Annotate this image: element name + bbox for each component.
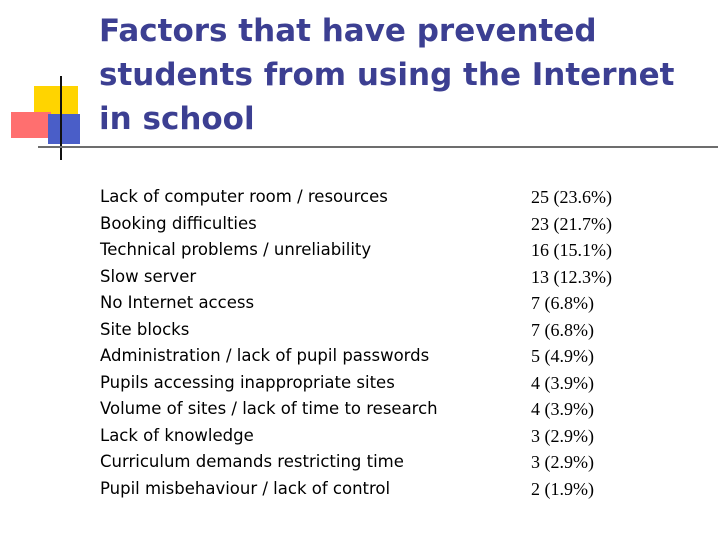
count-item: 5 (4.9%)	[531, 346, 594, 366]
factor-item: Administration / lack of pupil passwords	[100, 346, 430, 365]
count-item: 2 (1.9%)	[531, 478, 594, 499]
factor-item: Technical problems / unreliability	[100, 240, 372, 259]
factor-item: Curriculum demands restricting time	[100, 452, 404, 471]
count-item: 16 (15.1%)	[531, 240, 612, 260]
count-item: 3 (2.9%)	[531, 452, 594, 472]
factor-item: Lack of knowledge	[100, 425, 254, 445]
factor-item: Slow server	[100, 266, 197, 286]
count-item: 7 (6.8%)	[531, 293, 594, 313]
decor-red-bar	[11, 112, 51, 138]
factor-list	[100, 184, 438, 502]
factor-item: Pupils accessing inappropriate sites	[100, 372, 395, 392]
factor-item: Volume of sites / lack of time to research	[100, 399, 438, 418]
factor-item: Booking difficulties	[100, 213, 257, 233]
count-item: 3 (2.9%)	[531, 425, 594, 446]
count-list	[531, 184, 612, 502]
count-item: 25 (23.6%)	[531, 187, 612, 207]
factor-item: No Internet access	[100, 293, 255, 312]
decor-blue-square	[48, 114, 80, 144]
count-item: 4 (3.9%)	[531, 399, 594, 419]
title-underline	[38, 146, 718, 148]
count-item: 4 (3.9%)	[531, 372, 594, 393]
count-item: 23 (21.7%)	[531, 213, 612, 234]
count-item: 13 (12.3%)	[531, 266, 612, 287]
factor-item: Site blocks	[100, 319, 190, 339]
factor-item: Lack of computer room / resources	[100, 187, 388, 206]
factor-item: Pupil misbehaviour / lack of control	[100, 478, 391, 498]
slide-title: Factors that have prevented students from using the Internet in school	[99, 13, 675, 137]
count-item: 7 (6.8%)	[531, 319, 594, 340]
